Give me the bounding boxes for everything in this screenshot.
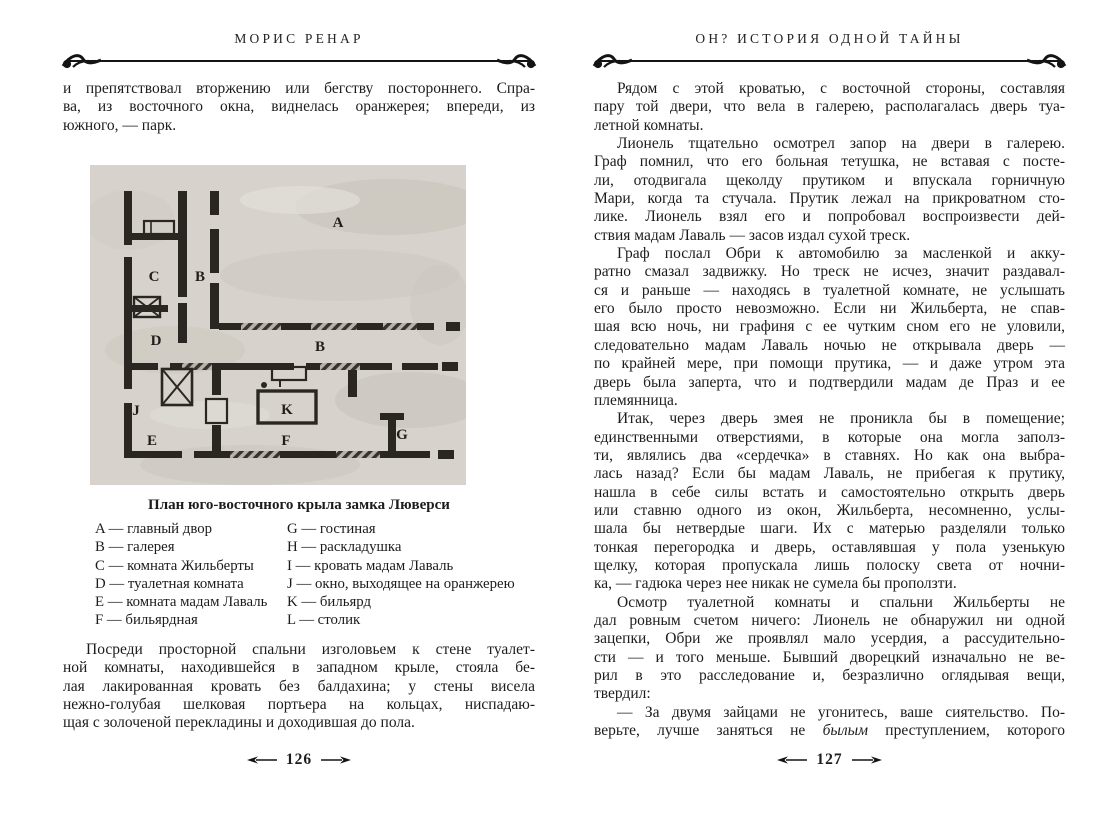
text-line: единственными отверстиями, в которые она могла заполз- — [594, 428, 1065, 446]
text-line: ся и раньше — находясь в туалетной комнате, не услышать — [594, 281, 1065, 299]
figure-legend — [95, 520, 535, 630]
text-line: дверь была заперта, что и подтвердили мадам де Праз и ее — [594, 373, 1065, 391]
paragraph — [594, 410, 1065, 593]
text-line: дал ровным счетом ничего: Лионель не обнаружил ни одной — [594, 611, 1065, 629]
legend-row — [95, 557, 535, 575]
plan-letter-c: C — [148, 269, 160, 285]
text-line: или ставню одного из окон, Жильберта, несомненно, услы- — [594, 501, 1065, 519]
text-line: лике. Лионель взял его и попробовал воспроизвести дей- — [594, 208, 1065, 226]
text-line: Осмотр туалетной комнаты и спальни Жильберты не — [617, 593, 1065, 611]
text-line: племянница. — [594, 391, 678, 409]
paragraph — [63, 80, 535, 135]
header-rule — [600, 60, 1059, 62]
legend-item: A — главный двор — [95, 521, 213, 537]
text-line: по крайней мере, при помощи прутика, — и даже утром эта — [594, 355, 1065, 373]
page-number-arrow-icon — [321, 755, 351, 765]
text-line: ти, являлись два «сердечка» в ставнях. Но как она выбра- — [594, 446, 1065, 464]
text-line: зацепки, Обри же проявлял мало усердия, а рассудительно- — [594, 630, 1065, 648]
legend-item: E — комната мадам Лаваль — [95, 594, 268, 611]
text-line: Граф помнил, что его больная тетушка, не вставая с посте- — [594, 153, 1065, 171]
page-footer — [63, 751, 535, 769]
text-line: шала бы нетвердые шаги. Их с матерью разделяли только — [594, 520, 1065, 538]
running-head-author: МОРИС РЕНАР — [234, 31, 364, 46]
legend-item: B — галерея — [95, 539, 175, 556]
legend-item: I — кровать мадам Лаваль — [287, 557, 454, 574]
legend-row — [95, 593, 535, 611]
page-number: 126 — [285, 751, 313, 768]
plan-letter-f: F — [281, 433, 291, 449]
floor-plan-svg — [90, 165, 466, 485]
text-line: тонкая перегородка и дверь, оставлявшая у пола узенькую — [594, 538, 1065, 556]
text-line: Посреди просторной спальни изголовьем к стене туалет- — [86, 641, 535, 658]
legend-row — [95, 520, 535, 538]
text-line: шая всю ночь, ни графиня с ее чутким сном его не уловили, — [594, 318, 1065, 336]
paragraph-dialogue — [594, 704, 1065, 741]
header-rule — [69, 60, 529, 62]
plan-letter-b2: B — [314, 339, 326, 355]
text-line: летной комнаты. — [594, 116, 704, 134]
header-flourish-icon — [592, 51, 634, 71]
page-number-arrow-icon — [852, 755, 882, 765]
text-line — [594, 722, 1065, 740]
legend-item: H — раскладушка — [287, 539, 402, 556]
paragraph — [594, 245, 1065, 410]
plan-letter-d: D — [150, 333, 162, 349]
header-flourish-icon — [495, 51, 537, 71]
text-line: щелку, которая пропускала лишь полоску света от ночни- — [594, 556, 1065, 574]
text-line: Итак, через дверь змея не проникла бы в помещение; — [617, 410, 1065, 428]
plan-letter-j: J — [132, 403, 140, 419]
plan-letter-k: K — [281, 402, 293, 418]
text-line: ствия мадам Лаваль — засов издал сухой треск. — [594, 226, 911, 244]
text-segment-italic: былым — [822, 722, 869, 740]
text-line: его было просто невозможно. Если ни Жильберта, не спав- — [594, 300, 1065, 318]
text-line: южного, — парк. — [63, 116, 177, 134]
legend-item: K — бильярд — [287, 594, 371, 611]
text-line: Граф послал Обри к автомобилю за масленкой и акку- — [617, 245, 1065, 263]
text-line: лась назад? Если бы мадам Лаваль, не прибегая к прутику, — [594, 465, 1065, 483]
page-number-arrow-icon — [247, 755, 277, 765]
text-line: щая с золоченой перекладины и доходившая до пола. — [63, 714, 415, 732]
header-flourish-icon — [61, 51, 103, 71]
text-line: ратно смазал задвижку. Но треск не исчез, значит раздавал- — [594, 263, 1065, 281]
legend-item: D — туалетная комната — [95, 575, 244, 592]
paragraph — [63, 641, 535, 733]
text-line: Мари, когда та стучала. Прутик лежал на прикроватном сто- — [594, 190, 1065, 208]
text-line: ной комнаты, находившейся в западном крыле, стояла бе- — [63, 659, 535, 677]
left-page — [63, 0, 535, 820]
text-line: рил в это расследование и, безразлично оглядывая вещи, — [594, 667, 1065, 684]
text-line: нежно-голубая шелковая портьера на кольцах, ниспадаю- — [63, 696, 535, 714]
legend-item: F — бильярдная — [95, 612, 198, 629]
text-line: сти — и того меньше. Бывший дворецкий изначально не ве- — [594, 648, 1065, 666]
page-number: 127 — [816, 751, 843, 768]
text-line: пару той двери, что вела в галерею, располагалась дверь туа- — [594, 98, 1065, 116]
right-page — [594, 0, 1065, 820]
legend-row — [95, 575, 535, 593]
floor-plan-image — [90, 165, 466, 485]
page-footer — [594, 751, 1065, 769]
paragraph — [594, 594, 1065, 704]
text-line: ка, — гадюка через нее никак не сумела бы проползти. — [594, 575, 957, 593]
legend-row — [95, 611, 535, 629]
text-line: ва, из восточного окна, виднелась оранжерея; впереди, из — [63, 98, 535, 116]
plan-letter-g: G — [396, 427, 408, 443]
legend-row — [95, 538, 535, 556]
text-line: твердил: — [594, 685, 651, 703]
plan-letter-a: A — [332, 215, 344, 231]
running-head-title: ОН? ИСТОРИЯ ОДНОЙ ТАЙНЫ — [695, 31, 964, 46]
paragraph — [594, 135, 1065, 245]
text-segment: преступлением, которого — [868, 722, 1065, 740]
text-line: лая лакированная кровать без балдахина; у стены висела — [63, 677, 535, 695]
text-segment: верьте, лучше заняться не — [594, 722, 823, 740]
legend-item: C — комната Жильберты — [95, 557, 254, 574]
paragraph — [594, 80, 1065, 135]
legend-item: J — окно, выходящее на оранжерею — [287, 575, 515, 592]
plan-letter-b: B — [194, 269, 206, 285]
plan-letter-e: E — [146, 433, 158, 449]
text-line: нашла в себе силы встать и самостоятельно открыть дверь — [594, 483, 1065, 501]
text-line: ли, отодвигала щеколду прутиком и впускала горничную — [594, 171, 1065, 189]
text-line: Рядом с этой кроватью, с восточной стороны, составляя — [617, 80, 1065, 97]
text-line: — За двумя зайцами не угонитесь, ваше сиятельство. По- — [617, 703, 1065, 721]
page-number-arrow-icon — [777, 755, 807, 765]
header-flourish-icon — [1025, 51, 1067, 71]
legend-item: G — гостиная — [287, 521, 376, 537]
text-line: и препятствовал вторжению или бегству постороннего. Спра- — [63, 80, 535, 97]
text-line: Лионель тщательно осмотрел запор на двери в галерею. — [617, 135, 1065, 153]
page-text — [594, 80, 1065, 740]
text-line: следовательно мадам Лаваль ночью не открывала дверь — — [594, 336, 1065, 354]
legend-item: L — столик — [287, 612, 361, 629]
figure-caption: План юго-восточного крыла замка Люверси — [148, 497, 450, 513]
